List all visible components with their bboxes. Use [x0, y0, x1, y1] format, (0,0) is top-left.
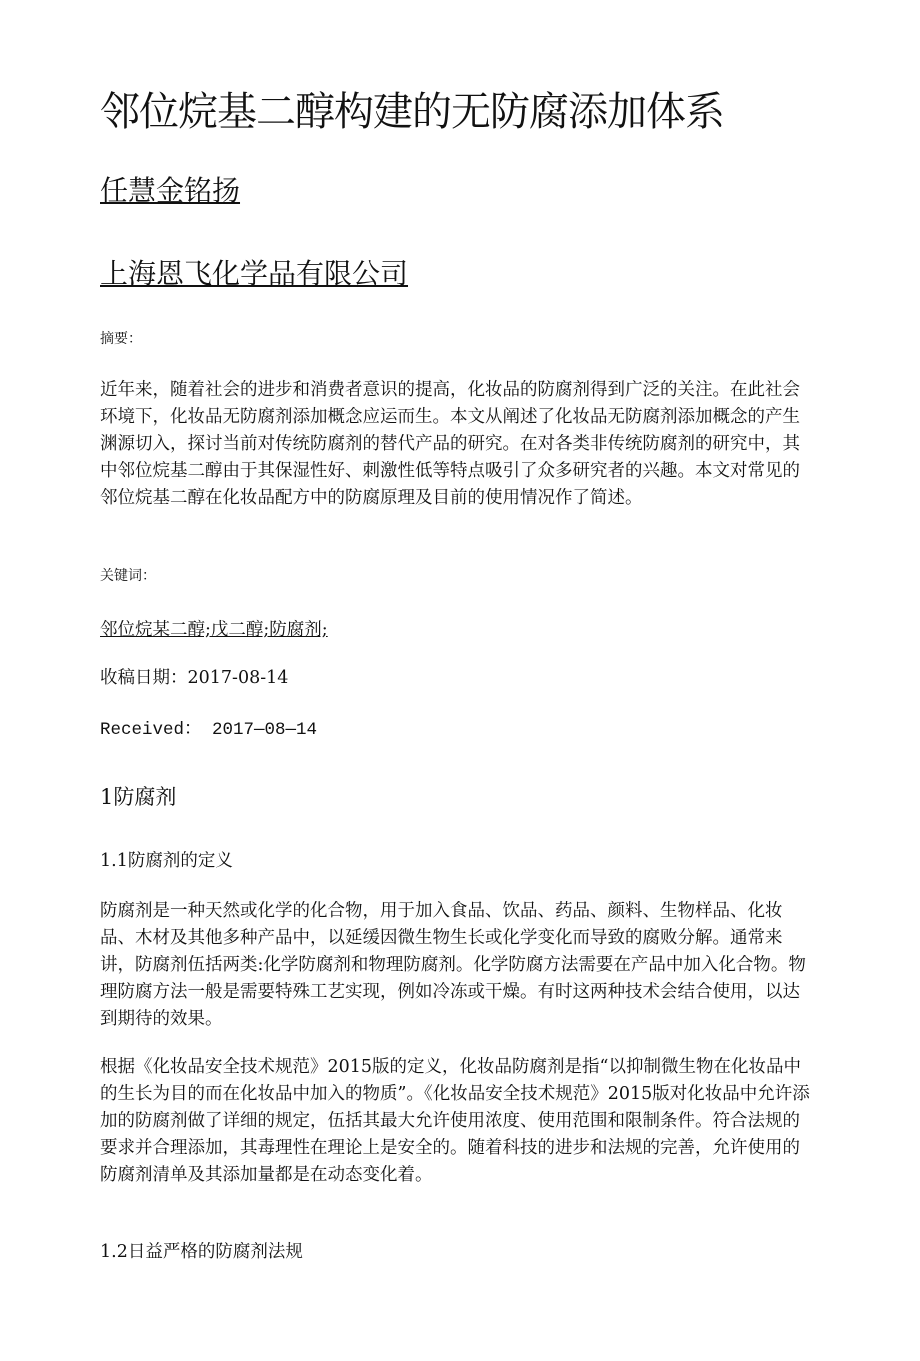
organization-link[interactable]: 上海恩飞化学品有限公司 — [100, 258, 409, 289]
paragraph-regulation-definition: 根据《化妆品安全技术规范》2015版的定义，化妆品防腐剂是指“以抑制微生物在化妆品中的生长为目的而在化妆品中加入的物质”。《化妆品安全技术规范》2015版对化妆品中允许添加的防腐剂做了详细的规定，伍括其最大允许使用浓度、使用范围和限制条件。符合法规的要求并合理添加，其毒理性在理论上是安全的。随着科技的进步和法规的完善，允许使用的防腐剂清单及其添加量都是在动态变化着。 — [100, 1057, 810, 1185]
keywords-label: 关键词： — [100, 568, 156, 584]
received-date-cn: 收稿日期：2017-08-14 — [100, 668, 289, 688]
abstract-label: 摘要： — [100, 331, 142, 347]
section-heading-1: 1防腐剂 — [100, 785, 177, 809]
section-heading-1-1: 1.1防腐剂的定义 — [100, 851, 233, 871]
keywords-link[interactable]: 邻位烷某二醇;戊二醇;防腐剂; — [100, 620, 328, 640]
received-date-en: Received： 2017—08—14 — [100, 720, 318, 740]
paragraph-preservative-definition: 防腐剂是一种天然或化学的化合物，用于加入食品、饮品、药品、颜料、生物样品、化妆品、木材及其他多种产品中，以延缓因微生物生长或化学变化而导致的腐败分解。通常来讲，防腐剂伍括两类:化学防腐剂和物理防腐剂。化学防腐方法需要在产品中加入化合物。物理防腐方法一般是需要特殊工艺实现，例如冷冻或干燥。有时这两种技术会结合使用，以达到期待的效果。 — [100, 901, 806, 1029]
section-heading-1-2: 1.2日益严格的防腐剂法规 — [100, 1242, 303, 1262]
abstract-text: 近年来，随着社会的进步和消费者意识的提高，化妆品的防腐剂得到广泛的关注。在此社会环境下，化妆品无防腐剂添加概念应运而生。本文从阐述了化妆品无防腐剂添加概念的产生渊源切入，探讨当前对传统防腐剂的替代产品的研究。在对各类非传统防腐剂的研究中，其中邻位烷基二醇由于其保湿性好、刺激性低等特点吸引了众多研究者的兴趣。本文对常见的邻位烷基二醇在化妆品配方中的防腐原理及目前的使用情况作了简述。 — [100, 380, 800, 508]
document-title: 邻位烷基二醇构建的无防腐添加体系 — [100, 90, 724, 134]
authors-link[interactable]: 任慧金铭扬 — [100, 175, 241, 206]
